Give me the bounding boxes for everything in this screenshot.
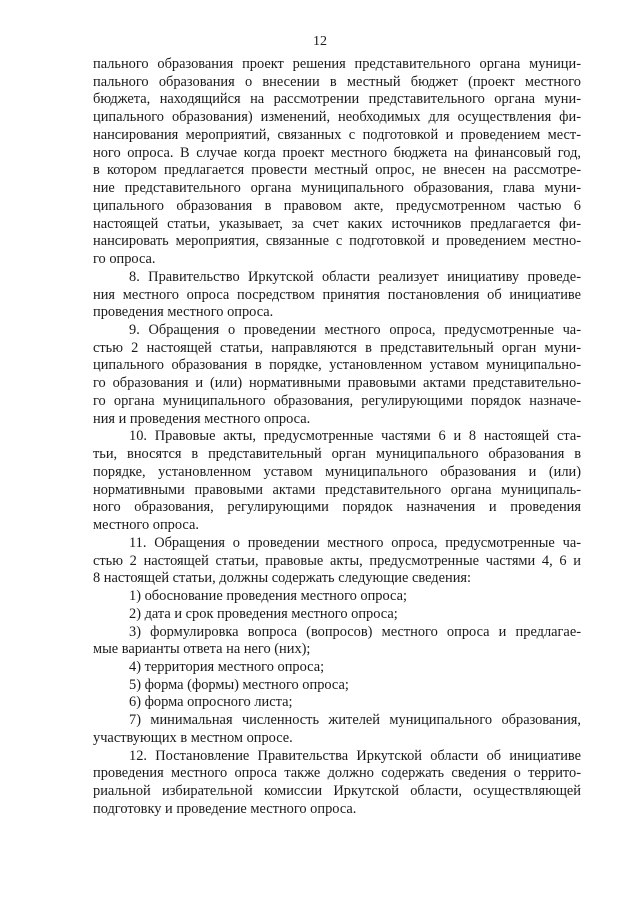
text-line: ния и проведения местного опроса. [93, 410, 311, 427]
text-line: 2) дата и срок проведения местного опроса; [129, 605, 398, 622]
text-line: в котором предлагается провести местный опрос, не внесен на рассмотре- [93, 162, 581, 179]
page-number: 12 [313, 34, 327, 49]
text-line: ципального образования) изменений, необходимых для осуществления фи- [93, 109, 581, 126]
text-line: ципального образования в правовом акте, предусмотренном частью 6 [93, 197, 581, 214]
text-line: 10. Правовые акты, предусмотренные частями 6 и 8 настоящей ста- [129, 428, 581, 445]
text-line: го опроса. [93, 251, 156, 268]
text-line: бюджета, находящийся на рассмотрении представительного органа муни- [93, 91, 581, 108]
text-line: проведения местного опроса. [93, 304, 274, 321]
text-line: 6) форма опросного листа; [129, 694, 293, 711]
text-line: участвующих в местном опросе. [93, 729, 293, 746]
text-line: ного опроса. В случае когда проект местного бюджета на финансовый год, [93, 144, 581, 161]
text-line: риальной избирательной комиссии Иркутской области, осуществляющей [93, 783, 581, 800]
text-line: настоящей статьи, указывает, за счет каких источников предлагается фи- [93, 215, 581, 232]
text-line: 7) минимальная численность жителей муниципального образования, [129, 712, 581, 729]
text-line: тьи, вносятся в представительный орган муниципального образования в [93, 446, 581, 463]
text-line: порядке, установленном уставом муниципального образования и (или) [93, 463, 581, 480]
text-line: мые варианты ответа на него (них); [93, 641, 311, 658]
text-line: нормативными правовыми актами представительного органа муниципаль- [93, 481, 581, 498]
text-line: ния местного опроса посредством принятия постановления об инициативе [93, 286, 581, 303]
text-line: ципального образования в порядке, установленном уставом муниципально- [93, 357, 581, 374]
text-line: 1) обоснование проведения местного опроса; [129, 588, 408, 605]
text-line: 3) формулировка вопроса (вопросов) местного опроса и предлагае- [129, 623, 581, 640]
text-line: го органа муниципального образования, регулирующими порядок назначе- [93, 392, 581, 409]
text-line: 5) форма (формы) местного опроса; [129, 676, 349, 693]
text-line: 9. Обращения о проведении местного опроса, предусмотренные ча- [129, 322, 581, 339]
text-line: подготовку и проведение местного опроса. [93, 800, 357, 817]
document-body [93, 56, 581, 819]
text-line: нансирования мероприятий, связанных с подготовкой и проведением мест- [93, 126, 581, 143]
text-line: пального образования о внесении в местный бюджет (проект местного [93, 73, 581, 90]
text-line: 12. Постановление Правительства Иркутской области об инициативе [129, 747, 581, 764]
text-line: пального образования проект решения представительного органа муници- [93, 56, 581, 72]
text-line: 8 настоящей статьи, должны содержать следующие сведения: [93, 570, 472, 587]
text-line: местного опроса. [93, 517, 199, 534]
text-line: го образования и (или) нормативными правовыми актами представительно- [93, 375, 581, 392]
text-line: ного образования, регулирующими порядок назначения и проведения [93, 499, 581, 516]
text-line: 4) территория местного опроса; [129, 658, 325, 675]
text-line: стью 2 настоящей статьи, правовые акты, предусмотренные частями 4, 6 и [93, 552, 581, 569]
text-line: ние представительного органа муниципального образования, глава муни- [93, 180, 581, 197]
text-line: 8. Правительство Иркутской области реализует инициативу проведе- [129, 268, 581, 285]
text-line: нансировать мероприятия, связанные с подготовкой и проведением местно- [93, 233, 581, 250]
text-line: проведения местного опроса также должно содержать сведения о террито- [93, 765, 581, 782]
text-line: 11. Обращения о проведении местного опроса, предусмотренные ча- [129, 534, 581, 551]
text-line: стью 2 настоящей статьи, направляются в представительный орган муни- [93, 339, 581, 356]
